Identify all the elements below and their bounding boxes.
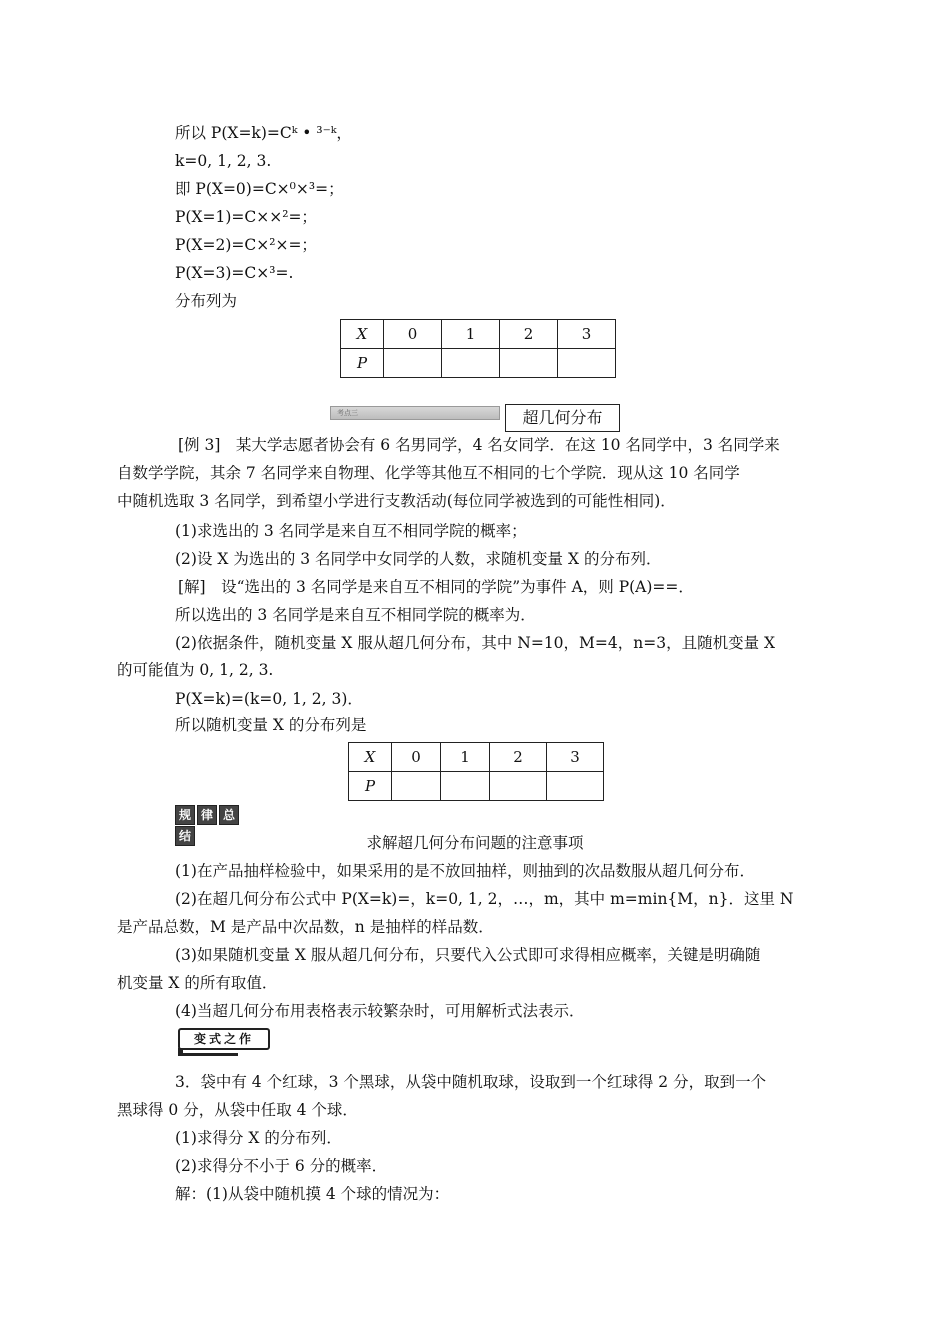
table-cell: X — [349, 743, 392, 772]
exercise-solution-1: 解：(1)从袋中随机摸 4 个球的情况为： — [175, 1185, 450, 1203]
variant-badge — [178, 1028, 270, 1056]
formula-line-p1: P(X=1)=C××²=； — [175, 208, 317, 226]
table-cell: P — [349, 772, 392, 801]
table-cell — [558, 349, 616, 378]
table-row — [341, 349, 616, 378]
exercise-line-2: 黑球得 0 分，从袋中任取 4 个球． — [117, 1101, 358, 1119]
table-cell: X — [341, 320, 384, 349]
section-title: 超几何分布 — [505, 404, 620, 432]
badge-char: 规 — [175, 805, 195, 825]
table-cell — [500, 349, 558, 378]
exercise-line-1: 3．袋中有 4 个红球，3 个黑球，从袋中随机取球，设取到一个红球得 2 分，取到一个 — [175, 1073, 767, 1091]
formula-line-general: 所以 P(X=k)=Cᵏ • ³⁻ᵏ， — [175, 124, 352, 142]
section-tag — [330, 404, 620, 432]
table-cell: 1 — [442, 320, 500, 349]
formula-line-k-range: k=0, 1, 2, 3. — [175, 152, 272, 170]
solution-line-5: P(X=k)=(k=0, 1, 2, 3)． — [175, 690, 363, 708]
table-cell: P — [341, 349, 384, 378]
formula-line-p3: P(X=3)=C×³=. — [175, 264, 294, 282]
table-cell — [392, 772, 441, 801]
rule-summary-badge — [175, 804, 257, 843]
variant-badge-label: 变式之作 — [178, 1028, 270, 1050]
table-cell — [384, 349, 442, 378]
table-cell: 2 — [490, 743, 547, 772]
exercise-question-2: (2)求得分不小于 6 分的概率． — [175, 1157, 388, 1175]
rule-point-4: (4)当超几何分布用表格表示较繁杂时，可用解析式法表示． — [175, 1002, 585, 1020]
badge-decoration — [178, 1053, 238, 1056]
badge-char: 总 — [219, 805, 239, 825]
example-line-1: [例 3] 某大学志愿者协会有 6 名男同学，4 名女同学．在这 10 名同学中，3 名同学来 — [178, 436, 780, 454]
table-cell: 0 — [384, 320, 442, 349]
distribution-intro: 分布列为 — [175, 292, 238, 310]
solution-line-6: 所以随机变量 X 的分布列是 — [175, 716, 367, 734]
solution-line-1: [解] 设“选出的 3 名同学是来自互不相同的学院”为事件 A，则 P(A)==． — [178, 578, 694, 596]
table-row — [349, 772, 604, 801]
section-tag-label: 考点三 — [337, 409, 358, 417]
example-line-3: 中随机选取 3 名同学，到希望小学进行支教活动(每位同学被选到的可能性相同)． — [117, 492, 676, 510]
badge-char: 律 — [197, 805, 217, 825]
table-cell: 1 — [441, 743, 490, 772]
exercise-question-1: (1)求得分 X 的分布列． — [175, 1129, 342, 1147]
table-cell: 2 — [500, 320, 558, 349]
table-cell — [547, 772, 604, 801]
example-question-1: (1)求选出的 3 名同学是来自互不相同学院的概率； — [175, 522, 527, 540]
solution-line-2: 所以选出的 3 名同学是来自互不相同学院的概率为． — [175, 606, 536, 624]
section-tag-grey-bar — [330, 406, 500, 420]
formula-line-p2: P(X=2)=C×²×=； — [175, 236, 317, 254]
solution-line-4: 的可能值为 0, 1, 2, 3. — [117, 661, 274, 679]
rule-point-2a: (2)在超几何分布公式中 P(X=k)=，k=0, 1, 2，…，m，其中 m=min{M，n}．这里 N — [175, 890, 794, 908]
table-row — [341, 320, 616, 349]
solution-line-3: (2)依据条件，随机变量 X 服从超几何分布，其中 N=10，M=4，n=3，且随机变量 X — [175, 634, 776, 652]
table-cell — [490, 772, 547, 801]
table-row — [349, 743, 604, 772]
example-question-2: (2)设 X 为选出的 3 名同学中女同学的人数，求随机变量 X 的分布列． — [175, 550, 662, 568]
rule-point-3b: 机变量 X 的所有取值． — [117, 974, 278, 992]
table-cell — [442, 349, 500, 378]
rule-point-1: (1)在产品抽样检验中，如果采用的是不放回抽样，则抽到的次品数服从超几何分布． — [175, 862, 755, 880]
rule-point-2b: 是产品总数，M 是产品中次品数，n 是抽样的样品数． — [117, 918, 494, 936]
table-cell: 0 — [392, 743, 441, 772]
table-cell: 3 — [547, 743, 604, 772]
badge-char: 结 — [175, 826, 195, 846]
rule-title: 求解超几何分布问题的注意事项 — [366, 834, 584, 852]
formula-line-p0: 即 P(X=0)=C×⁰×³=； — [175, 180, 344, 198]
table-cell — [441, 772, 490, 801]
example-line-2: 自数学学院，其余 7 名同学来自物理、化学等其他互不相同的七个学院．现从这 10 名同学 — [117, 464, 740, 482]
table-cell: 3 — [558, 320, 616, 349]
distribution-table-2 — [348, 742, 604, 801]
distribution-table-1 — [340, 319, 616, 378]
rule-point-3a: (3)如果随机变量 X 服从超几何分布，只要代入公式即可求得相应概率，关键是明确随 — [175, 946, 761, 964]
